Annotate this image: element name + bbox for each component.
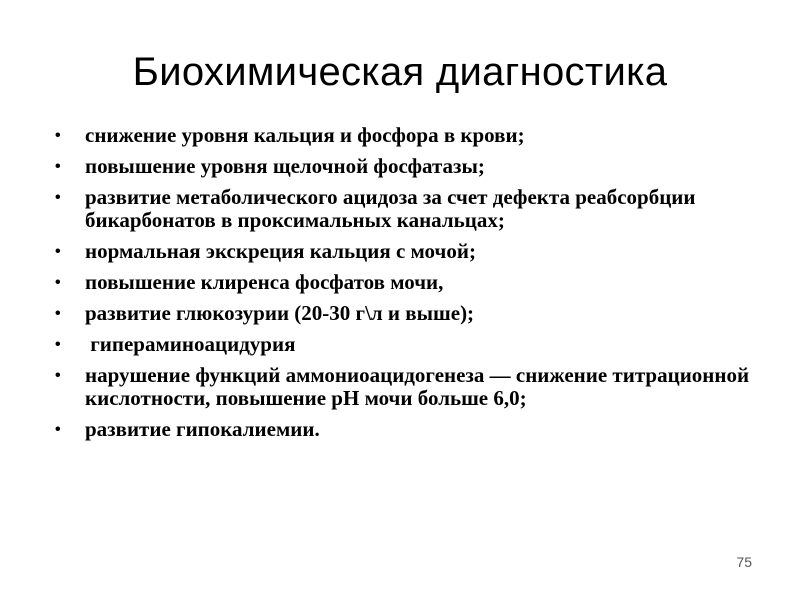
list-item [55,155,770,178]
page-number: 75 [736,554,752,570]
list-item-text: повышение уровня щелочной фосфатазы; [85,154,485,178]
list-item [55,124,770,147]
list-item-text: гипераминоацидурия [85,332,296,356]
list-item [55,364,770,410]
list-item-text: нормальная экскреция кальция с мочой; [85,239,476,263]
list-item-text: развитие гипокалиемии. [85,417,320,441]
bullet-icon: • [55,421,61,438]
bullet-icon: • [55,243,61,260]
bullet-icon: • [55,158,61,175]
list-item [55,240,770,263]
bullet-icon: • [55,189,61,206]
list-item [55,333,770,356]
list-item [55,418,770,441]
bullet-icon: • [55,127,61,144]
list-item [55,186,770,232]
bullet-icon: • [55,274,61,291]
bullet-list [55,124,770,449]
slide-title: Биохимическая диагностика [132,50,668,94]
list-item-text: снижение уровня кальция и фосфора в крови; [85,123,525,147]
list-item-text: повышение клиренса фосфатов мочи, [85,270,444,294]
bullet-icon: • [55,305,61,322]
bullet-icon: • [55,367,61,384]
list-item-text: нарушение функций аммониоацидогенеза — снижение титрационной кислотности, повышение рН мочи больше 6,0; [85,363,750,410]
bullet-icon: • [55,336,61,353]
list-item [55,271,770,294]
list-item-text: развитие метаболического ацидоза за счет дефекта реабсорбции бикарбонатов в проксимальных канальцах; [85,185,696,232]
list-item-text: развитие глюкозурии (20-30 г\л и выше); [85,301,475,325]
list-item [55,302,770,325]
